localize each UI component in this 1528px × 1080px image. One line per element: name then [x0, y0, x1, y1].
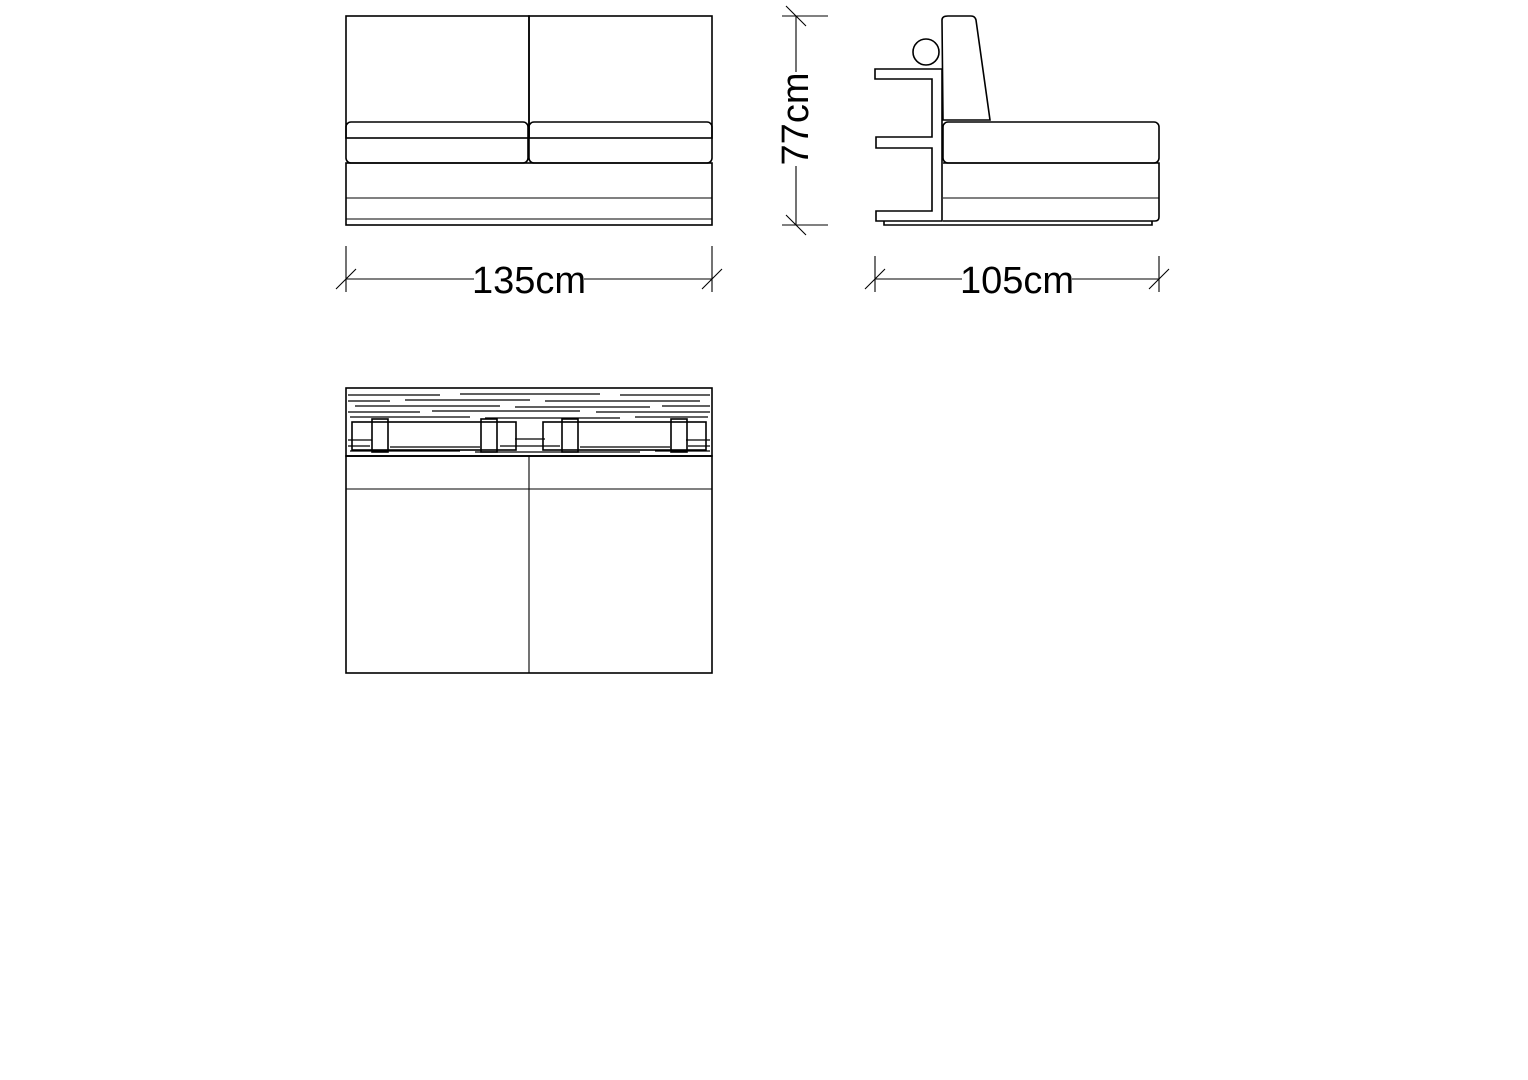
height-label: 77cm	[775, 72, 817, 166]
front-view	[346, 16, 712, 225]
top-support-block	[372, 419, 388, 452]
depth-dimension	[865, 256, 1169, 302]
front-backrest-right	[529, 16, 712, 138]
top-support-block	[671, 419, 687, 452]
side-pillow	[913, 39, 939, 65]
width-label: 135cm	[471, 260, 587, 302]
top-back-cushion-right	[543, 422, 706, 450]
front-seat-cushion-right	[529, 122, 712, 163]
front-base	[346, 163, 712, 225]
side-shelf-frame	[875, 69, 942, 221]
height-dimension	[775, 6, 828, 235]
side-backrest	[942, 16, 990, 120]
side-base	[943, 163, 1159, 221]
top-support-block	[481, 419, 497, 452]
depth-label: 105cm	[959, 260, 1075, 302]
width-dimension	[336, 246, 722, 302]
top-view	[346, 388, 712, 673]
side-view	[875, 16, 1159, 225]
front-backrest-left	[346, 16, 529, 138]
wood-grain-hatching	[348, 394, 710, 452]
top-back-cushion-left	[352, 422, 516, 450]
side-seat-cushion	[943, 122, 1159, 163]
front-seat-cushion-left	[346, 122, 528, 163]
top-support-block	[562, 419, 578, 452]
